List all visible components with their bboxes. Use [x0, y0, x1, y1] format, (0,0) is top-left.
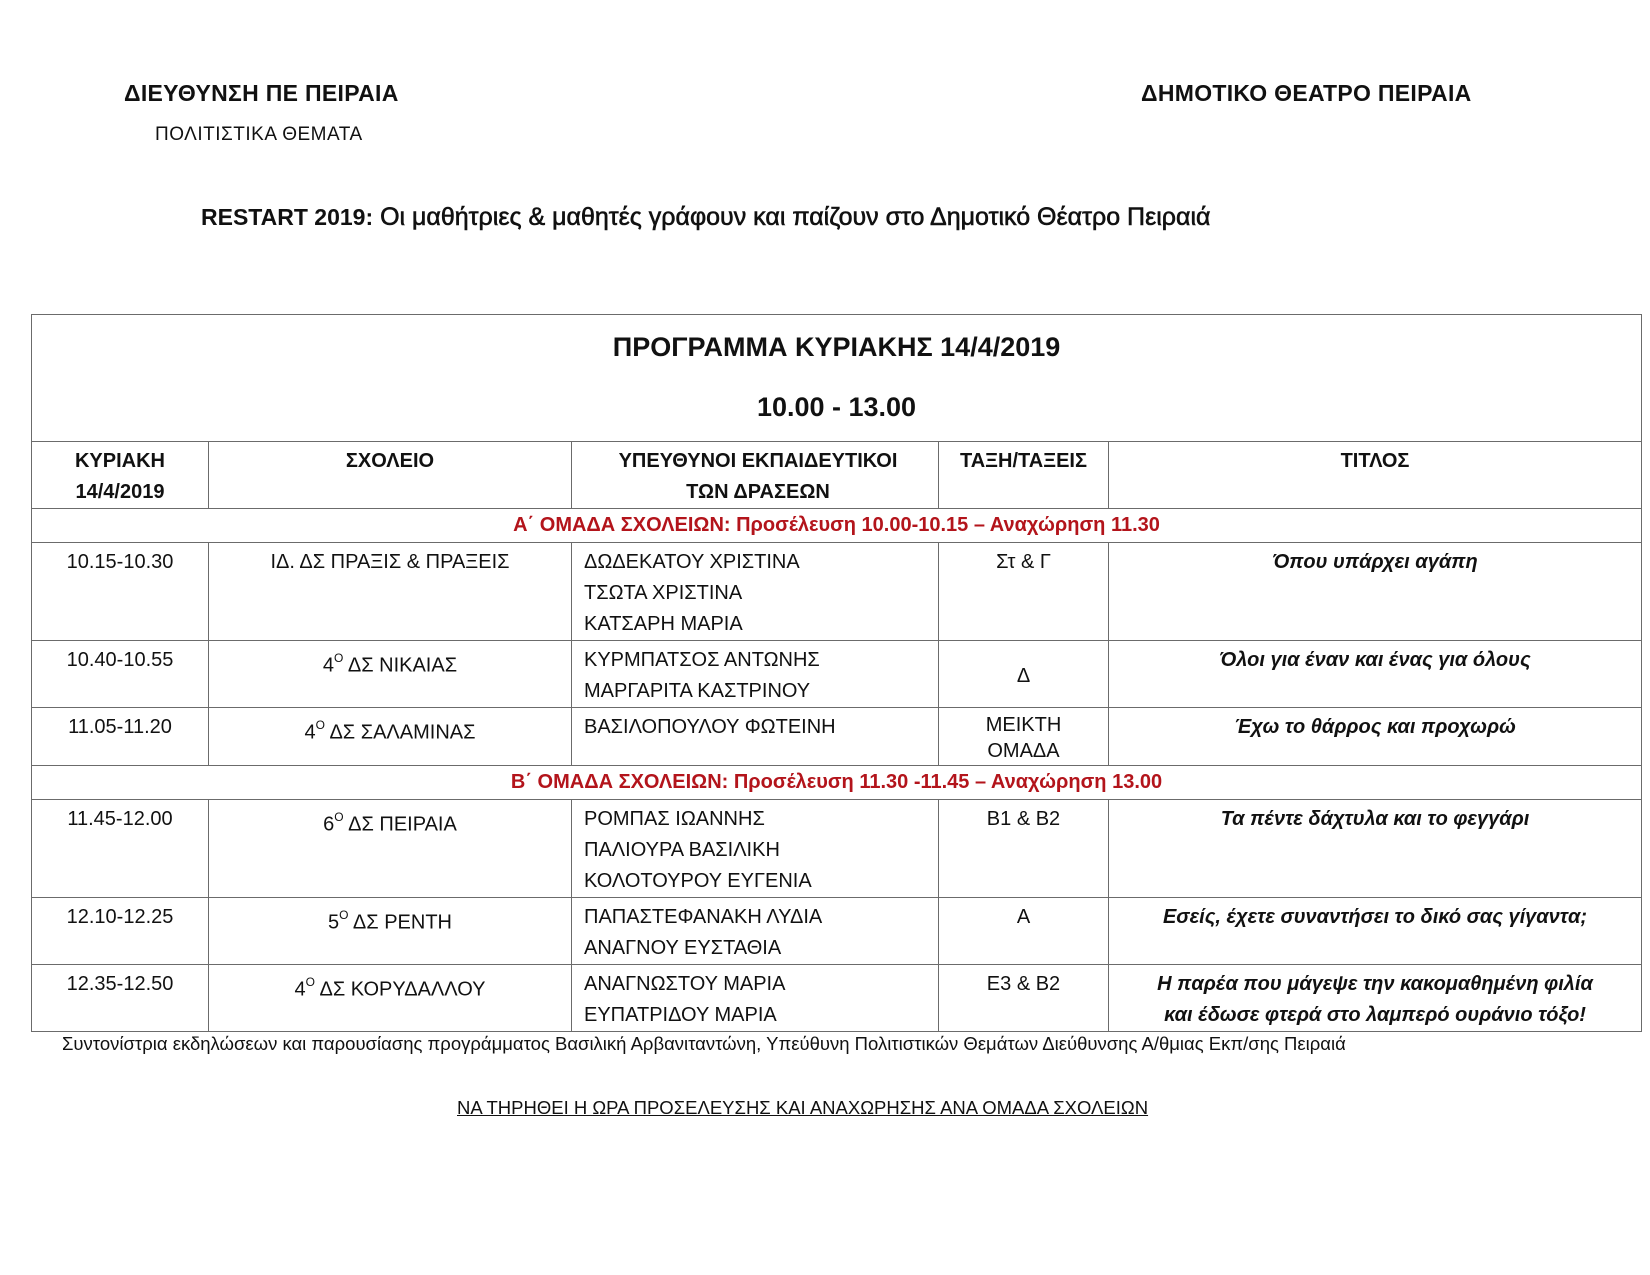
- column-header-school: ΣΧΟΛΕΙΟ: [209, 442, 572, 509]
- time-slot: 10.40-10.55: [32, 641, 209, 708]
- class-label: Ε3 & Β2: [986, 973, 1061, 995]
- class-label: Στ & Γ: [996, 551, 1051, 573]
- school-cell: [209, 708, 572, 766]
- class-label: Α: [1016, 906, 1031, 928]
- column-header-teachers-line2: ΤΩΝ ΔΡΑΣΕΩΝ: [686, 481, 830, 503]
- time-slot: 10.15-10.30: [32, 543, 209, 641]
- class-label: ΜΕΙΚΤΗ: [985, 714, 1062, 736]
- play-title-cell: [1109, 641, 1642, 708]
- teacher-name: ΜΑΡΓΑΡΙΤΑ ΚΑΣΤΡΙΝΟΥ: [584, 680, 811, 702]
- school-number: 4: [294, 978, 306, 1001]
- group-header: Α΄ ΟΜΑΔΑ ΣΧΟΛΕΙΩΝ: Προσέλευση 10.00-10.15 – Αναχώρηση 11.30: [32, 509, 1642, 543]
- play-title: Εσείς, έχετε συναντήσει το δικό σας γίγαντα;: [1162, 906, 1588, 928]
- cultural-affairs-subtitle: ΠΟΛΙΤΙΣΤΙΚΑ ΘΕΜΑΤΑ: [155, 124, 363, 145]
- play-title-cell: [1109, 898, 1642, 965]
- play-title-cell: [1109, 543, 1642, 641]
- school-name: ΔΣ ΝΙΚΑΙΑΣ: [343, 654, 458, 677]
- event-title-prefix: RESTART 2019:: [201, 204, 374, 230]
- class-cell: [939, 800, 1109, 898]
- schedule-row: [32, 800, 1642, 898]
- schedule-table: [31, 314, 1642, 1032]
- column-header-date-line: 14/4/2019: [75, 481, 165, 503]
- teacher-name: ΕΥΠΑΤΡΙΔΟΥ ΜΑΡΙΑ: [584, 1004, 777, 1026]
- teachers-cell: [572, 965, 939, 1032]
- schedule-row: [32, 641, 1642, 708]
- school-ordinal-sup: Ο: [305, 975, 315, 989]
- teacher-name: ΚΥΡΜΠΑΤΣΟΣ ΑΝΤΩΝΗΣ: [584, 649, 820, 671]
- school-ordinal-sup: Ο: [339, 908, 349, 922]
- school-ordinal-sup: Ο: [334, 810, 344, 824]
- class-cell: [939, 641, 1109, 708]
- teacher-name: ΤΣΩΤΑ ΧΡΙΣΤΙΝΑ: [584, 582, 743, 604]
- teacher-name: ΚΟΛΟΤΟΥΡΟΥ ΕΥΓΕΝΙΑ: [584, 870, 812, 892]
- teachers-cell: [572, 800, 939, 898]
- schedule-row: [32, 543, 1642, 641]
- schedule-row: [32, 965, 1642, 1032]
- school-ordinal-sup: Ο: [334, 651, 344, 665]
- program-header-row: [32, 315, 1642, 442]
- teachers-cell: [572, 898, 939, 965]
- schedule-row: [32, 708, 1642, 766]
- program-title: ΠΡΟΓΡΑΜΜΑ ΚΥΡΙΑΚΗΣ 14/4/2019: [612, 332, 1061, 362]
- time-slot: 11.45-12.00: [32, 800, 209, 898]
- time-slot: 12.10-12.25: [32, 898, 209, 965]
- teachers-cell: [572, 641, 939, 708]
- event-title: [201, 203, 1210, 232]
- event-title-text: Οι μαθήτριες & μαθητές γράφουν και παίζουν στο Δημοτικό Θέατρο Πειραιά: [373, 203, 1211, 231]
- time-slot: 12.35-12.50: [32, 965, 209, 1032]
- school-cell: [209, 641, 572, 708]
- coordinator-note: Συντονίστρια εκδηλώσεων και παρουσίασης προγράμματος Βασιλική Αρβανιταντώνη, Υπεύθυνη Πολιτιστικών Θεμάτων Διεύθυνσης Α/θμιας Εκπ/σης Πειραιά: [62, 1033, 1346, 1054]
- school-cell: [209, 898, 572, 965]
- teacher-name: ΑΝΑΓΝΟΥ ΕΥΣΤΑΘΙΑ: [584, 937, 782, 959]
- school-number: 6: [323, 813, 335, 836]
- column-header-day: [32, 442, 209, 509]
- teachers-cell: [572, 708, 939, 766]
- teacher-name: ΒΑΣΙΛΟΠΟΥΛΟΥ ΦΩΤΕΙΝΗ: [584, 716, 836, 738]
- play-title: Τα πέντε δάχτυλα και το φεγγάρι: [1220, 808, 1530, 830]
- play-title-cell: [1109, 708, 1642, 766]
- class-cell: [939, 965, 1109, 1032]
- time-slot: 11.05-11.20: [32, 708, 209, 766]
- directorate-title: ΔΙΕΥΘΥΝΣΗ ΠΕ ΠΕΙΡΑΙΑ: [124, 80, 399, 106]
- play-title: Όπου υπάρχει αγάπη: [1272, 551, 1478, 573]
- school-cell: [209, 800, 572, 898]
- teacher-name: ΑΝΑΓΝΩΣΤΟΥ ΜΑΡΙΑ: [584, 973, 786, 995]
- column-header-row: [32, 442, 1642, 509]
- class-label: Δ: [1016, 664, 1031, 687]
- teacher-name: ΠΑΛΙΟΥΡΑ ΒΑΣΙΛΙΚΗ: [584, 839, 780, 861]
- program-time-range: 10.00 - 13.00: [756, 392, 917, 422]
- school-number: 5: [328, 911, 340, 934]
- program-header-cell: [32, 315, 1642, 442]
- school-name: ΔΣ ΡΕΝΤΗ: [348, 911, 452, 934]
- timing-warning: ΝΑ ΤΗΡΗΘΕΙ Η ΩΡΑ ΠΡΟΣΕΛΕΥΣΗΣ ΚΑΙ ΑΝΑΧΩΡΗΣΗΣ ΑΝΑ ΟΜΑΔΑ ΣΧΟΛΕΙΩΝ: [457, 1097, 1149, 1118]
- school-cell: [209, 965, 572, 1032]
- theatre-title: ΔΗΜΟΤΙΚΟ ΘΕΑΤΡΟ ΠΕΙΡΑΙΑ: [1141, 80, 1472, 106]
- school-ordinal-sup: Ο: [315, 718, 325, 732]
- column-header-teachers-line1: ΥΠΕΥΘΥΝΟΙ ΕΚΠΑΙΔΕΥΤΙΚΟΙ: [618, 450, 898, 472]
- teachers-cell: [572, 543, 939, 641]
- school-number: 4: [304, 721, 316, 744]
- column-header-day-line: ΚΥΡΙΑΚΗ: [74, 450, 165, 472]
- teacher-name: ΚΑΤΣΑΡΗ ΜΑΡΙΑ: [584, 613, 743, 635]
- class-cell: [939, 708, 1109, 766]
- teacher-name: ΔΩΔΕΚΑΤΟΥ ΧΡΙΣΤΙΝΑ: [584, 551, 800, 573]
- class-label: Β1 & Β2: [986, 808, 1061, 830]
- school-cell: [209, 543, 572, 641]
- class-cell: [939, 898, 1109, 965]
- column-header-title: ΤΙΤΛΟΣ: [1109, 442, 1642, 509]
- group-header: Β΄ ΟΜΑΔΑ ΣΧΟΛΕΙΩΝ: Προσέλευση 11.30 -11.45 – Αναχώρηση 13.00: [32, 766, 1642, 800]
- class-label: ΟΜΑΔΑ: [987, 740, 1060, 762]
- school-name: ΙΔ. ΔΣ ΠΡΑΞΙΣ & ΠΡΑΞΕΙΣ: [270, 551, 510, 573]
- column-header-teachers: [572, 442, 939, 509]
- group-header-row: [32, 766, 1642, 800]
- school-number: 4: [322, 654, 335, 677]
- column-header-class: ΤΑΞΗ/ΤΑΞΕΙΣ: [939, 442, 1109, 509]
- teacher-name: ΠΑΠΑΣΤΕΦΑΝΑΚΗ ΛΥΔΙΑ: [584, 906, 823, 928]
- play-title-cell: [1109, 800, 1642, 898]
- teacher-name: ΡΟΜΠΑΣ ΙΩΑΝΝΗΣ: [584, 808, 765, 830]
- play-title: Όλοι για έναν και ένας για όλους: [1219, 649, 1531, 671]
- play-title-cell: [1109, 965, 1642, 1032]
- schedule-row: [32, 898, 1642, 965]
- play-title: Έχω το θάρρος και προχωρώ: [1234, 716, 1516, 738]
- group-header-row: [32, 509, 1642, 543]
- class-cell: [939, 543, 1109, 641]
- school-name: ΔΣ ΚΟΡΥΔΑΛΛΟΥ: [315, 978, 486, 1001]
- school-name: ΔΣ ΣΑΛΑΜΙΝΑΣ: [324, 721, 476, 744]
- school-name: ΔΣ ΠΕΙΡΑΙΑ: [343, 813, 457, 836]
- play-title: Η παρέα που μάγεψε την κακομαθημένη φιλία: [1157, 973, 1593, 995]
- play-title: και έδωσε φτερά στο λαμπερό ουράνιο τόξο!: [1164, 1004, 1586, 1026]
